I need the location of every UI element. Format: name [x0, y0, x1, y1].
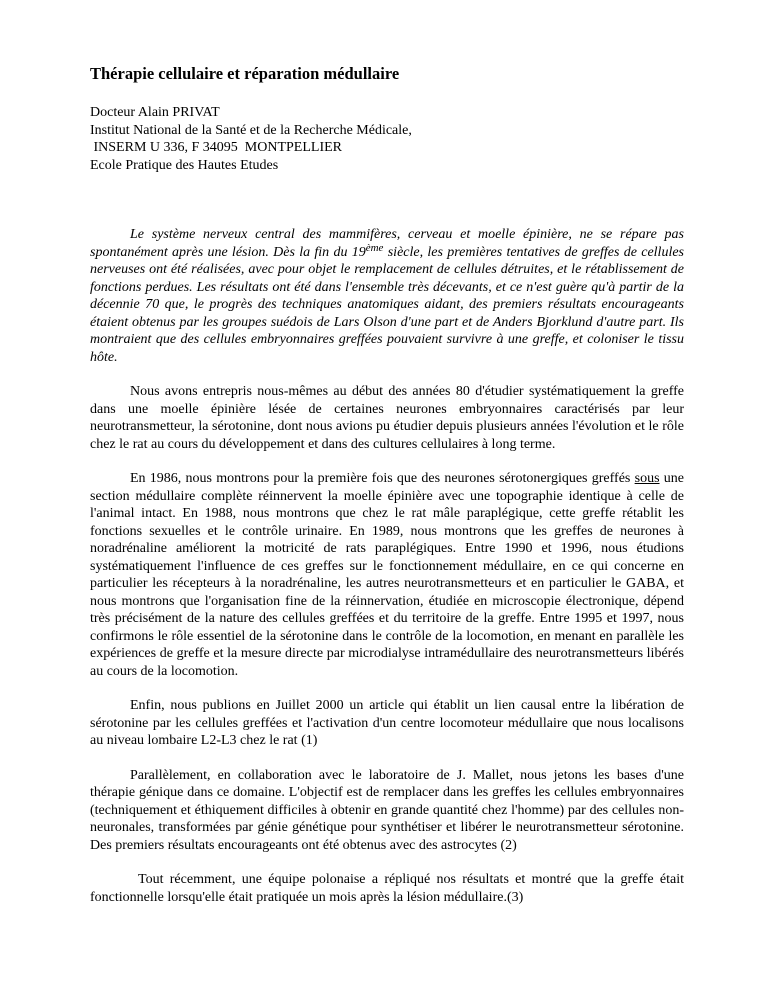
paragraph-3-text-1: En 1986, nous montrons pour la première fois que des neurones sérotonergiques greffés: [130, 471, 635, 486]
paragraph-3: [90, 470, 684, 680]
author-school: Ecole Pratique des Hautes Etudes: [90, 157, 279, 173]
paragraph-4: Enfin, nous publions en Juillet 2000 un article qui établit un lien causal entre la libération de sérotonine par les cellules greffées et l'activation d'un centre locomoteur médullaire que nous localisons au niveau lombaire L2-L3 chez le rat (1): [90, 698, 684, 748]
abstract-text-1: Le système nerveux central des mammifères, cerveau et moelle épinière, ne se répare pas spontanément après une lésion. Dès la fin du 19: [90, 227, 684, 260]
author-block: [90, 104, 684, 174]
author-unit: INSERM U 336, F 34095 MONTPELLIER: [90, 140, 343, 155]
author-name: Docteur Alain PRIVAT: [90, 105, 220, 120]
paragraph-6: Tout récemment, une équipe polonaise a répliqué nos résultats et montré que la greffe était fonctionnelle lorsqu'elle était pratiquée un mois après la lésion médullaire.(3): [90, 872, 684, 905]
abstract-text-2: siècle, les premières tentatives de greffes de cellules nerveuses ont été réalisées, avec pour objet le remplacement de cellules détruites, et le rétablissement de fonctions perdues. Les résultats ont été dans l'ensemble très décevants, et ce n'est guère qu'à partir de la décennie 70 que, le progrès des techniques anatomiques aidant, des premiers résultats encourageants étaient obtenus par les groupes suédois de Lars Olson d'une part et de Anders Bjorklund d'autre part. Ils montraient que des cellules embryonnaires greffées pouvaient survivre à une greffe, et coloniser le tissu hôte.: [90, 244, 684, 365]
abstract-paragraph: [90, 226, 684, 366]
underlined-word: sous: [634, 471, 660, 486]
document-page: [90, 64, 684, 906]
century-superscript: ème: [365, 241, 384, 254]
document-title: Thérapie cellulaire et réparation médullaire: [90, 64, 400, 83]
paragraph-2: Nous avons entrepris nous-mêmes au début des années 80 d'étudier systématiquement la greffe dans une moelle épinière lésée de certaines neurones embryonnaires caractérisés par leur neurotransmetteur, la sérotonine, dont nous avions pu étudier depuis plusieurs années l'évolution et le rôle chez le rat au cours du développement et dans des cultures cellulaires à long terme.: [90, 384, 684, 452]
paragraph-5: Parallèlement, en collaboration avec le laboratoire de J. Mallet, nous jetons les bases d'une thérapie génique dans ce domaine. L'objectif est de remplacer dans les greffes les cellules embryonnaires (techniquement et éthiquement difficiles à obtenir en grande quantité chez l'homme) par des cellules non-neuronales, transformées par génie génétique pour synthétiser et libérer le neurotransmetteur sérotonine. Des premiers résultats encourageants ont été obtenus avec des astrocytes (2): [90, 767, 684, 853]
paragraph-3-text-2: une section médullaire complète réinnervent la moelle épinière avec une topographie identique à celle de l'animal intact. En 1988, nous montrons que chez le rat mâle paraplégique, cette greffe rétablit les fonctions sexuelles et le contrôle urinaire. En 1989, nous montrons que les greffes de neurones à noradrénaline améliorent la motricité de rats paraplégiques. Entre 1990 et 1996, nous étudions systématiquement l'influence de ces greffes sur le fonctionnement médullaire, en ce qui concerne en particulier les récepteurs à la noradrénaline, les autres neurotransmetteurs et en particulier le GABA, et nous montrons que l'organisation fine de la réinnervation, étudiée en microscopie électronique, dépend très précisément de la nature des cellules greffées et du territoire de la greffe. Entre 1995 et 1997, nous confirmons le rôle essentiel de la sérotonine dans le contrôle de la locomotion, en menant en parallèle les expériences de greffe et la mesure directe par microdialyse intramédullaire des neurotransmetteurs libérés au cours de la locomotion.: [90, 471, 684, 679]
author-institution: Institut National de la Santé et de la Recherche Médicale,: [90, 122, 412, 138]
